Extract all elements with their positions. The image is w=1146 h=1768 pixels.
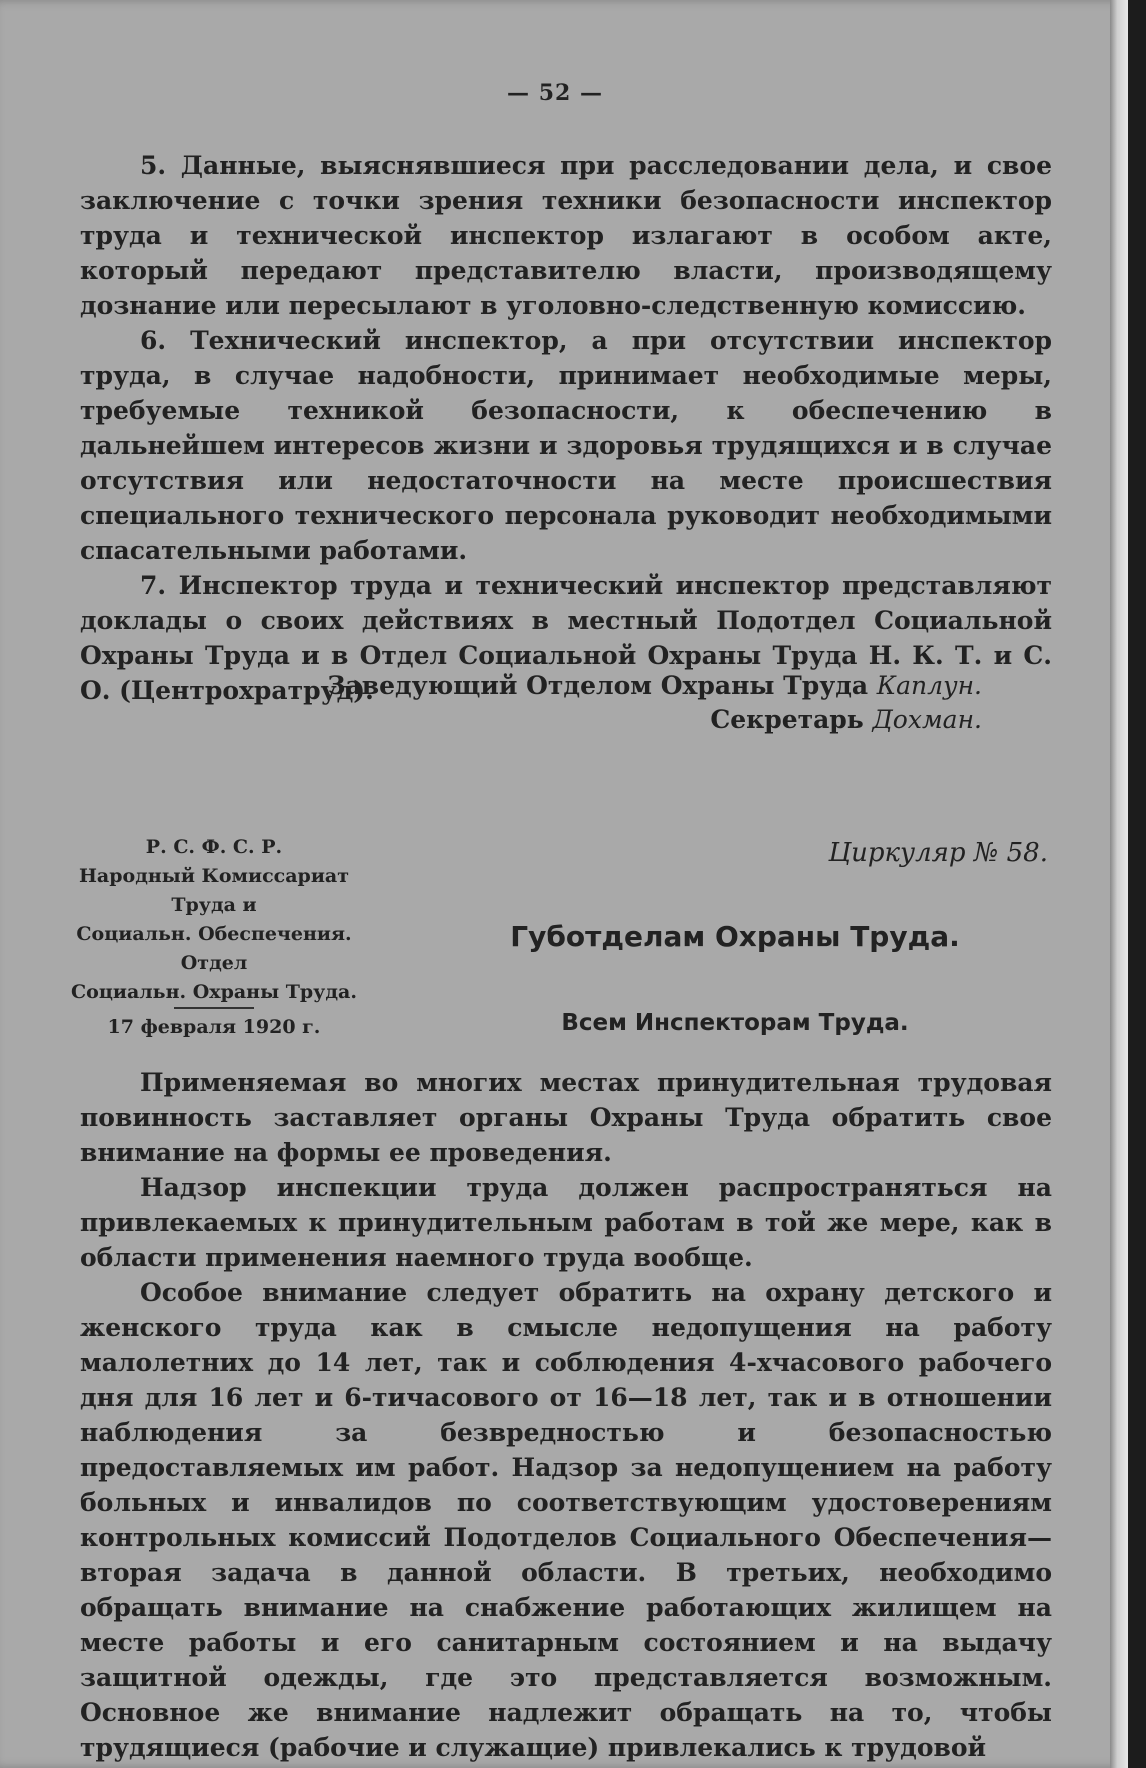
page-number: — 52 —: [507, 80, 603, 106]
page-edge: [1110, 0, 1128, 1768]
issuer-line-5: Отдел: [180, 952, 248, 974]
signature-secretary: [710, 705, 982, 734]
issuer-line-4: Социальн. Обеспечения.: [76, 923, 352, 945]
issuer-header: [70, 833, 358, 1042]
issuer-line-6: Социальн. Охраны Труда.: [71, 981, 357, 1003]
body-paragraph-2: Надзор инспекции труда должен распространяться на привлекаемых к принудительным работам в той же мере, как в области применения наемного труда вообще.: [80, 1173, 1052, 1272]
issuer-line-1: Р. С. Ф. С. Р.: [145, 836, 283, 858]
addressee-primary: Губотделам Охраны Труда.: [510, 920, 960, 953]
section-top: [80, 148, 1052, 708]
issuer-line-3: Труда и: [171, 894, 257, 916]
addressee-secondary: Всем Инспекторам Труда.: [561, 1010, 909, 1036]
paragraph-6: 6. Технический инспектор, а при отсутствии инспектор труда, в случае надобности, принимает необходимые меры, требуемые техникой безопасности, к обеспечению в дальнейшем интересов жизни и здоровья трудящихся и в случае отсутствия или недостаточности на месте происшествия специального технического персонала руководит необходимыми спасательными работами.: [80, 326, 1052, 565]
body-paragraph-1: Применяемая во многих местах принудительная трудовая повинность заставляет органы Охраны Труда обратить свое внимание на формы ее проведения.: [80, 1068, 1052, 1167]
signature-secretary-name: Дохман.: [872, 705, 982, 734]
circular-number: Циркуляр № 58.: [828, 838, 1048, 868]
paragraph-7: 7. Инспектор труда и технический инспектор представляют доклады о своих действиях в местный Подотдел Социальной Охраны Труда и в Отдел Социальной Охраны Труда Н. К. Т. и С. О. (Центрохратруд).: [80, 571, 1052, 705]
paragraph-5: 5. Данные, выяснявшиеся при расследовании дела, и свое заключение с точки зрения техники безопасности инспектор труда и технической инспектор излагают в особом акте, который передают представителю власти, производящему дознание или пересылают в уголовно-следственную комиссию.: [80, 151, 1052, 320]
issuer-divider: [174, 1007, 254, 1009]
signature-secretary-title: Секретарь: [710, 705, 864, 734]
signature-head-name: Каплун.: [876, 671, 982, 700]
body-paragraph-3: Особое внимание следует обратить на охрану детского и женского труда как в смысле недопущения на работу малолетних до 14 лет, так и соблюдения 4-хчасового рабочего дня для 16 лет и 6-тичасового от 16—18 лет, так и в отношении наблюдения за безвредностью и безопасностью предоставляемых им работ. Надзор за недопущением на работу больных и инвалидов по соответствующим удостоверениям контрольных комиссий Подотделов Социального Обеспечения—вторая задача в данной области. В третьих, необходимо обращать внимание на снабжение работающих жилищем на месте работы и его санитарным состоянием и на выдачу защитной одежды, где это представляется возможным. Основное же внимание надлежит обращать на то, чтобы трудящиеся (рабочие и служащие) привлекались к трудовой: [80, 1278, 1052, 1762]
section-bottom: [80, 1065, 1052, 1765]
signature-head-title: Заведующий Отделом Охраны Труда: [327, 671, 869, 700]
issuer-date: 17 февраля 1920 г.: [107, 1016, 321, 1038]
signature-head: [328, 668, 983, 703]
issuer-line-2: Народный Комиссариат: [78, 865, 349, 887]
